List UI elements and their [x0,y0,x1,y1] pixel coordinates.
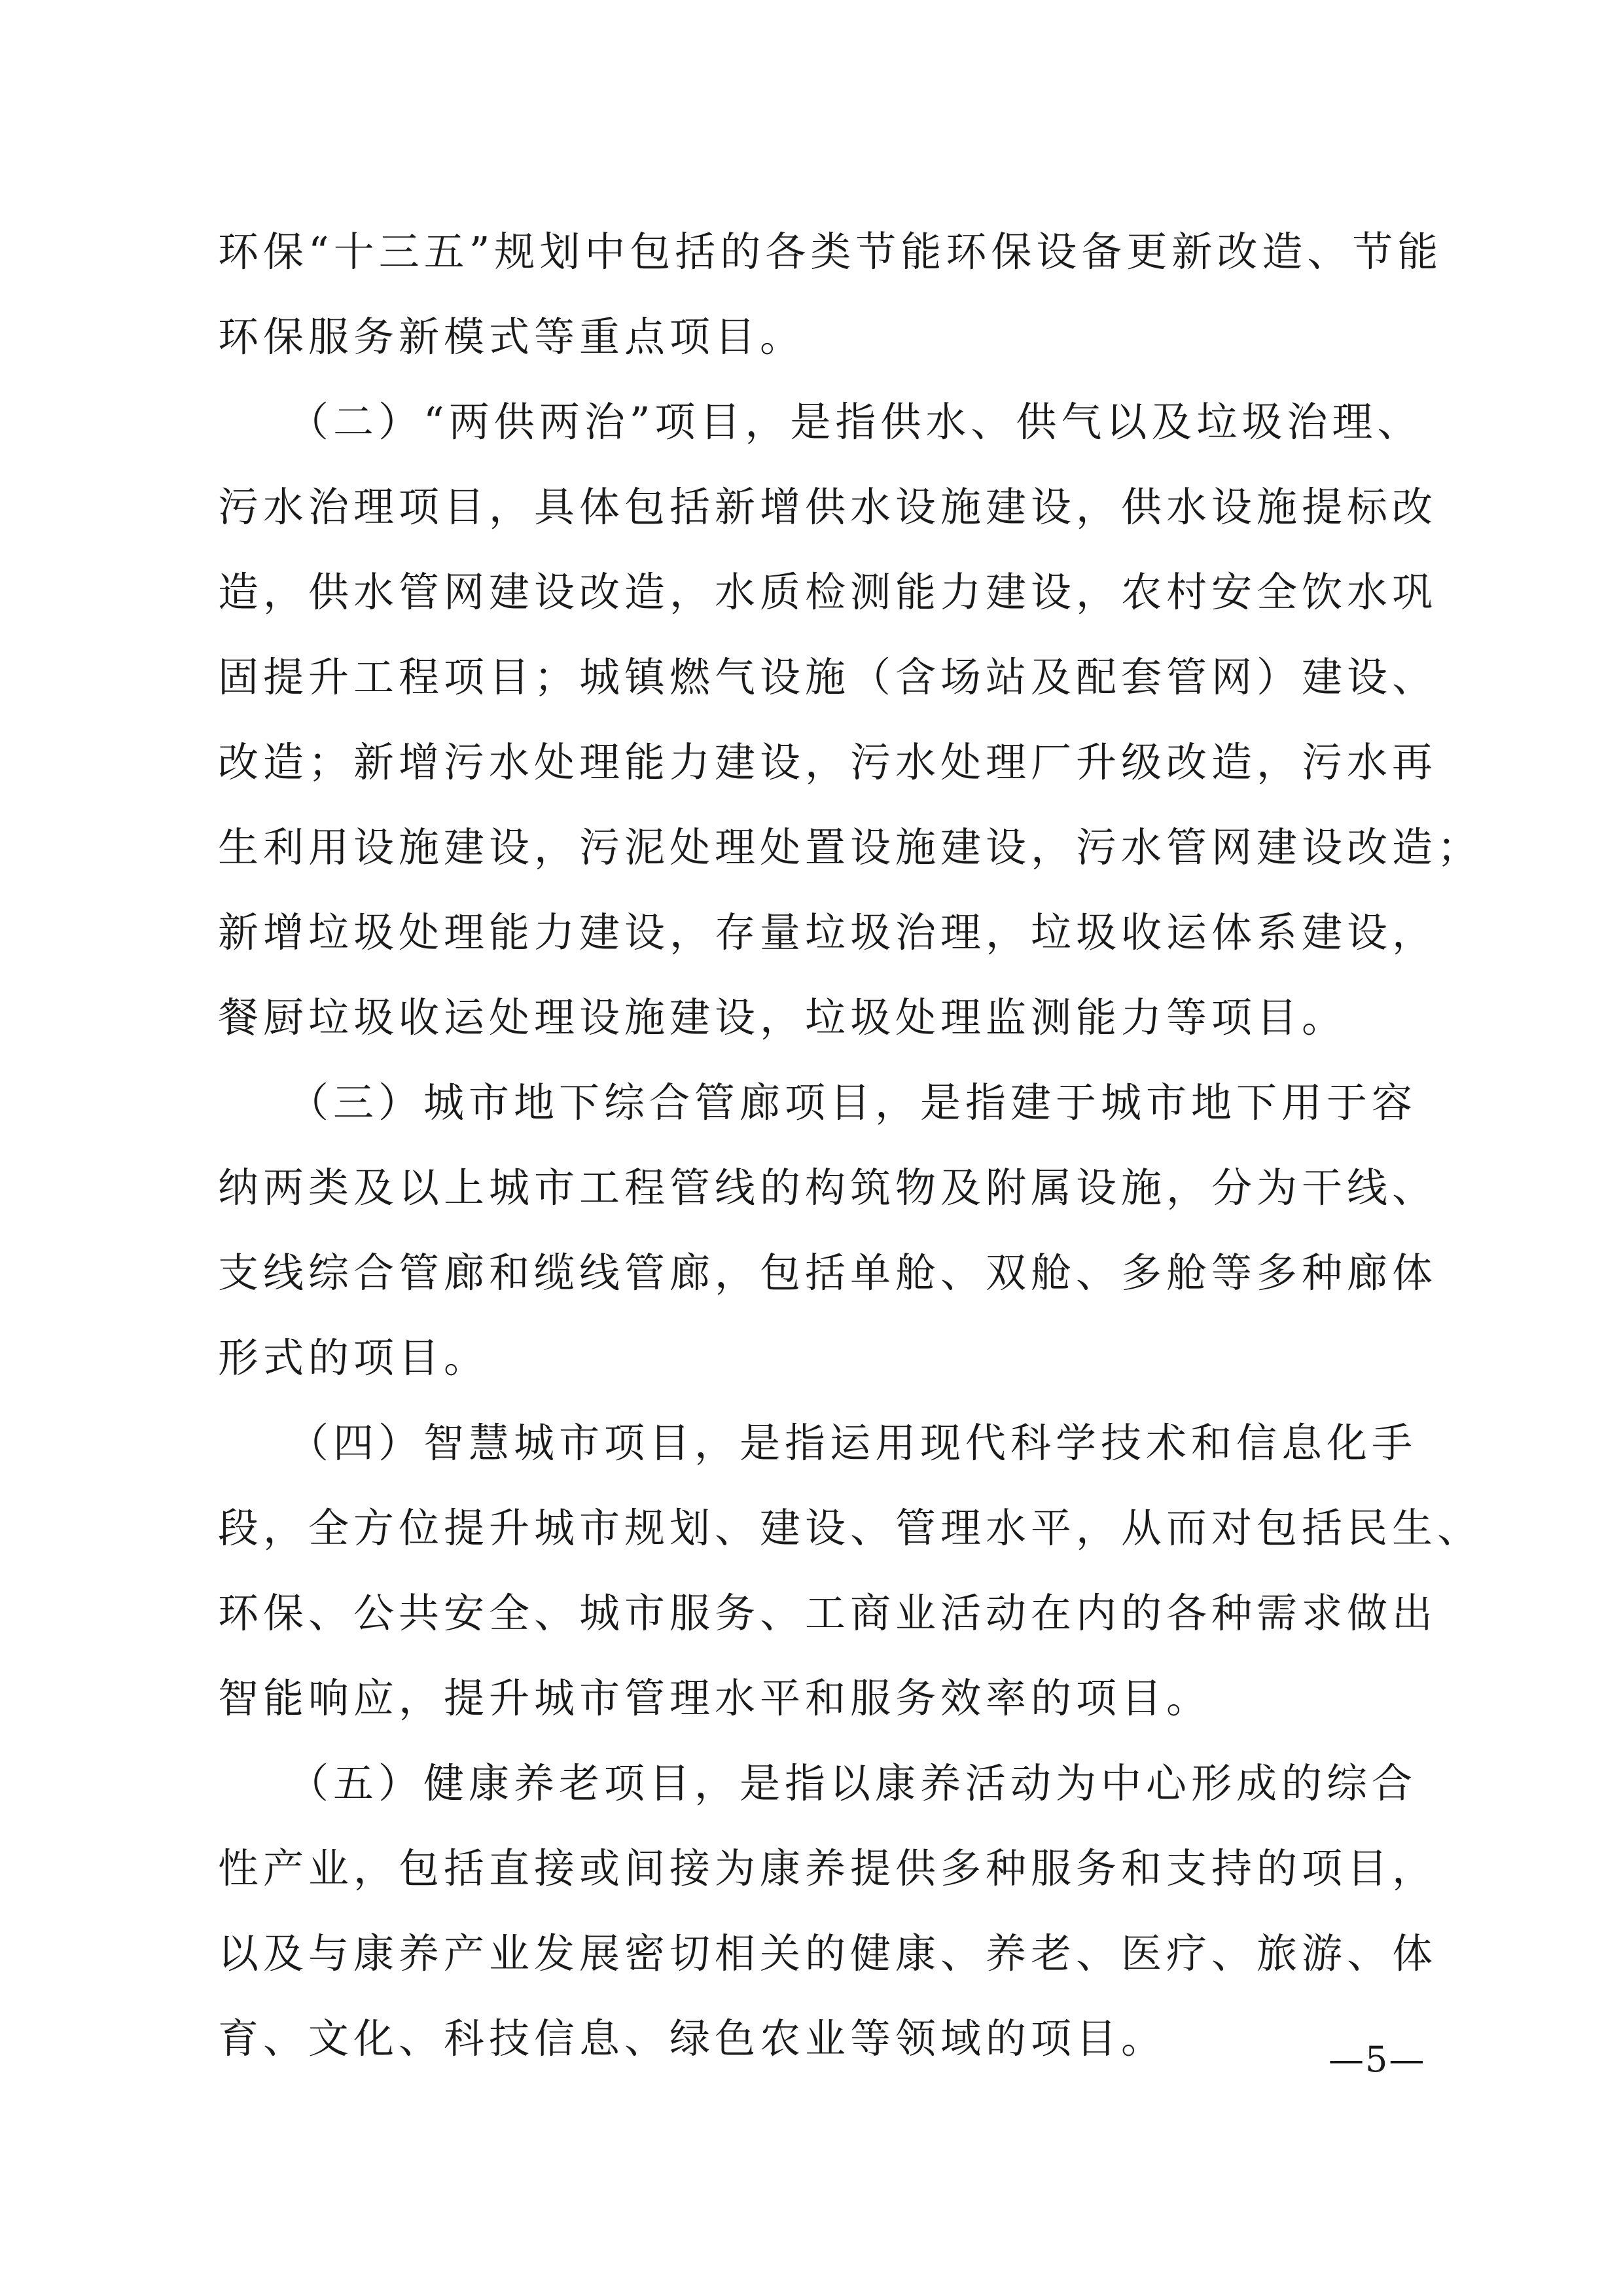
text-line: （四）智慧城市项目，是指运用现代科学技术和信息化手 [218,1419,1418,1467]
text-line: 以及与康养产业发展密切相关的健康、养老、医疗、旅游、体 [218,1929,1438,1977]
text-line: 智能响应，提升城市管理水平和服务效率的项目。 [218,1674,1212,1722]
text-line: 生利用设施建设，污泥处理处置设施建设，污水管网建设改造； [218,823,1483,871]
text-line: 环保服务新模式等重点项目。 [218,313,806,361]
page-number: —5— [1329,2039,1426,2080]
text-line: 改造；新增污水处理能力建设，污水处理厂升级改造，污水再 [218,738,1438,786]
text-line: （二）“两供两治”项目，是指供水、供气以及垃圾治理、 [218,398,1423,446]
text-line: 餐厨垃圾收运处理设施建设，垃圾处理监测能力等项目。 [218,994,1347,1041]
text-line: （三）城市地下综合管廊项目，是指建于城市地下用于容 [218,1079,1418,1126]
text-line: 环保、公共安全、城市服务、工商业活动在内的各种需求做出 [218,1589,1438,1637]
text-line: 段，全方位提升城市规划、建设、管理水平，从而对包括民生、 [218,1504,1483,1552]
text-line: 纳两类及以上城市工程管线的构筑物及附属设施，分为干线、 [218,1164,1438,1211]
text-line: 造，供水管网建设改造，水质检测能力建设，农村安全饮水巩 [218,568,1438,616]
text-line: （五）健康养老项目，是指以康养活动为中心形成的综合 [218,1759,1418,1807]
body-text [218,209,1483,2081]
text-line: 环保“十三五”规划中包括的各类节能环保设备更新改造、节能 [218,228,1443,276]
text-line: 形式的项目。 [218,1334,490,1382]
text-line: 育、文化、科技信息、绿色农业等领域的项目。 [218,2015,1167,2062]
text-line: 性产业，包括直接或间接为康养提供多种服务和支持的项目， [218,1844,1438,1892]
text-line: 新增垃圾处理能力建设，存量垃圾治理，垃圾收运体系建设， [218,908,1438,956]
text-line: 支线综合管廊和缆线管廊，包括单舱、双舱、多舱等多种廊体 [218,1249,1438,1297]
text-line: 固提升工程项目；城镇燃气设施（含场站及配套管网）建设、 [218,653,1438,701]
text-line: 污水治理项目，具体包括新增供水设施建设，供水设施提标改 [218,483,1438,531]
